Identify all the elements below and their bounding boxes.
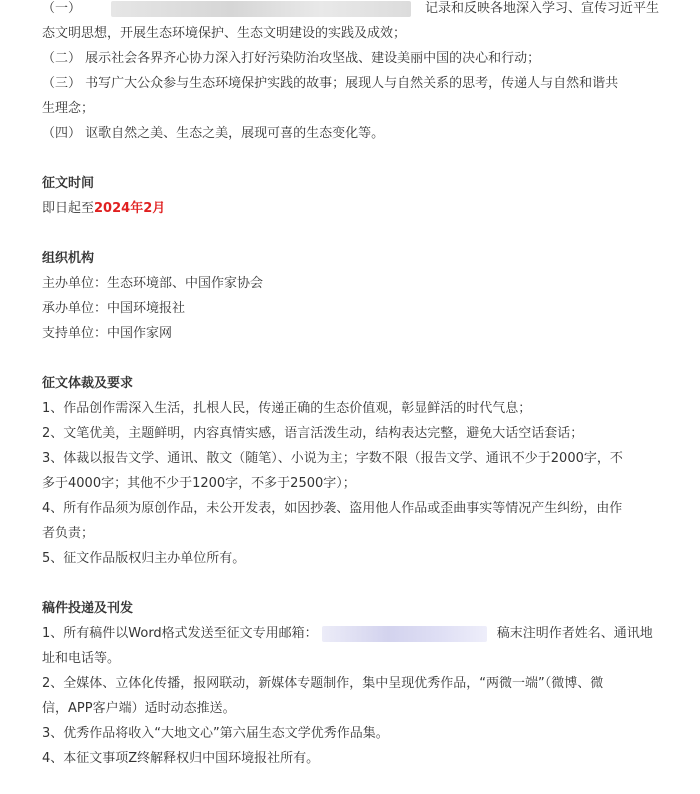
- submission-3: 3、优秀作品将收入“大地文心”第六届生态文学优秀作品集。: [42, 726, 389, 741]
- requirement-2: 2、文笔优美，主题鲜明，内容真情实感，语言活泼生动，结构表达完整，避免大话空话套话；: [42, 426, 584, 441]
- requirement-3: 3、体裁以报告文学、通讯、散文（随笔）、小说为主；字数不限（报告文学、通讯不少于2000字，不: [42, 451, 623, 466]
- submission-1-prefix: 1、所有稿件以Word格式发送至征文专用邮箱：: [42, 626, 318, 641]
- submission-4: 4、本征文事项Z终解释权归中国环境报社所有。: [42, 751, 320, 766]
- intro-item-4: （四） 讴歌自然之美、生态之美，展现可喜的生态变化等。: [42, 126, 385, 141]
- intro-item-1-suffix: 记录和反映各地深入学习、宣传习近平生: [425, 1, 660, 16]
- intro-item-1: [42, 0, 659, 18]
- deadline-date: 2024年2月: [94, 201, 166, 216]
- section-heading-org: 组织机构: [42, 251, 95, 266]
- section-heading-requirements: 征文体裁及要求: [42, 376, 134, 391]
- submission-2-continued: 信，APP客户端）适时动态推送。: [42, 701, 236, 716]
- intro-item-1-continued: 态文明思想，开展生态环境保护、生态文明建设的实践及成效；: [42, 26, 407, 41]
- redacted-email: [322, 626, 487, 642]
- requirement-1: 1、作品创作需深入生活，扎根人民，传递正确的生态价值观，彰显鲜活的时代气息；: [42, 401, 532, 416]
- submission-1-continued: 址和电话等。: [42, 651, 121, 666]
- deadline-prefix: 即日起至: [42, 201, 95, 216]
- requirement-4-continued: 者负责；: [42, 526, 95, 541]
- section-heading-time: 征文时间: [42, 176, 95, 191]
- org-host: 主办单位：生态环境部、中国作家协会: [42, 276, 264, 291]
- intro-item-2: （二） 展示社会各界齐心协力深入打好污染防治攻坚战、建设美丽中国的决心和行动；: [42, 51, 541, 66]
- intro-item-1-prefix: （一）: [42, 1, 82, 16]
- section-heading-submission: 稿件投递及刊发: [42, 601, 134, 616]
- redacted-text: [111, 1, 411, 17]
- intro-item-3-continued: 生理念；: [42, 101, 95, 116]
- submission-1: [42, 625, 653, 643]
- submission-1-suffix: 稿末注明作者姓名、通讯地: [496, 626, 653, 641]
- deadline-line: [42, 200, 165, 218]
- requirement-4: 4、所有作品须为原创作品，未公开发表，如因抄袭、盗用他人作品或歪曲事实等情况产生纠纷，由作: [42, 501, 623, 516]
- submission-2: 2、全媒体、立体化传播，报网联动，新媒体专题制作，集中呈现优秀作品，“两微一端”（微博、微: [42, 676, 604, 691]
- requirement-5: 5、征文作品版权归主办单位所有。: [42, 551, 246, 566]
- requirement-3-continued: 多于4000字；其他不少于1200字，不多于2500字）；: [42, 476, 356, 491]
- org-organizer: 承办单位：中国环境报社: [42, 301, 186, 316]
- intro-item-3: （三） 书写广大公众参与生态环境保护实践的故事；展现人与自然关系的思考，传递人与自然和谐共: [42, 76, 619, 91]
- org-supporter: 支持单位：中国作家网: [42, 326, 173, 341]
